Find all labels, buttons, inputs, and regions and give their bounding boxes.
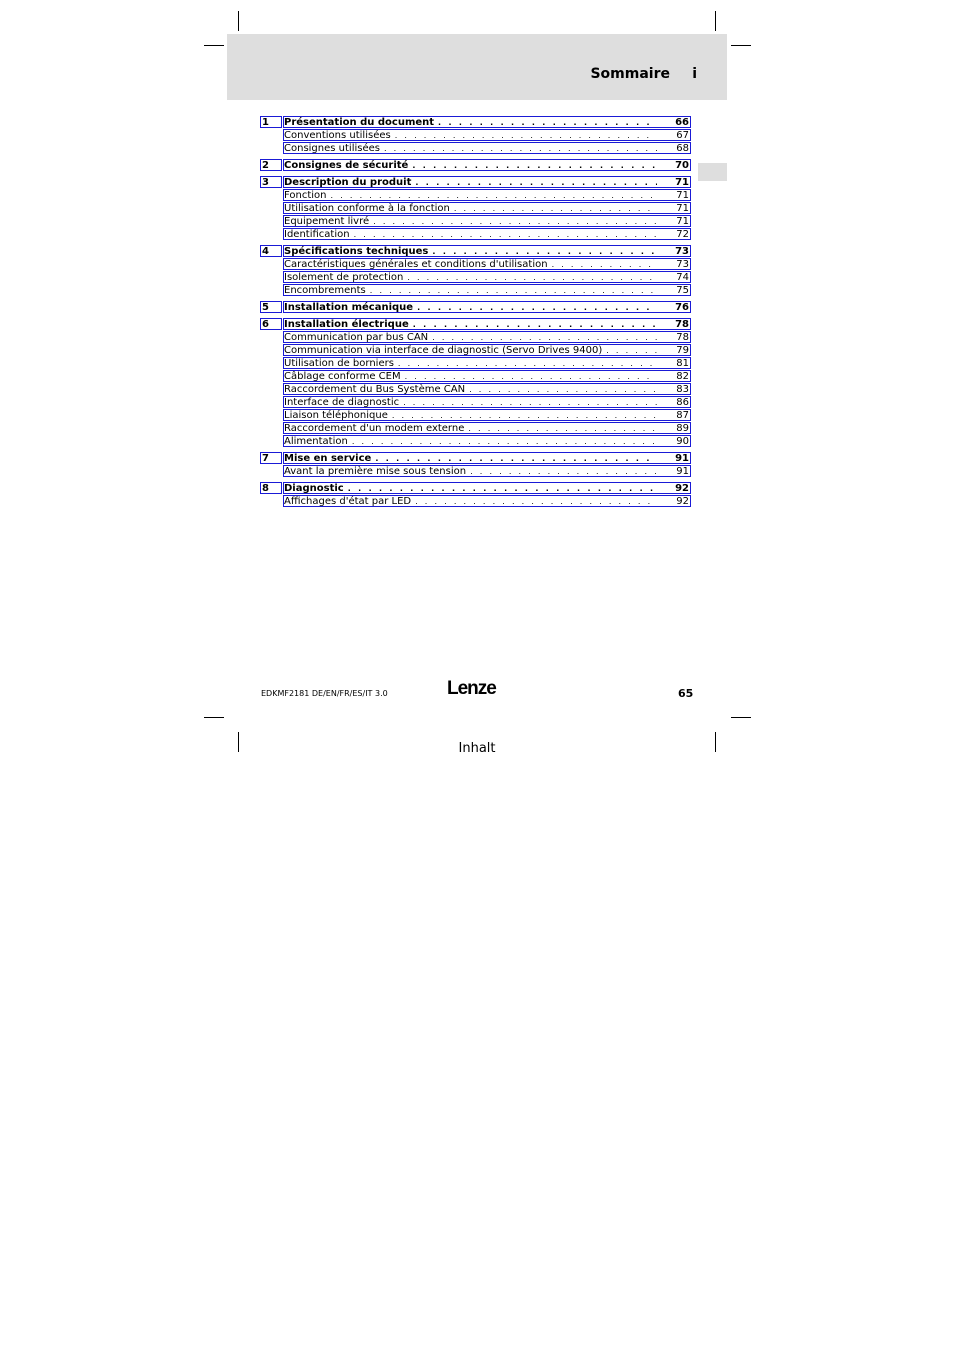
toc-chapter-number-link[interactable]: 6: [260, 318, 282, 330]
toc-entry-link[interactable]: [283, 202, 691, 214]
toc-section-row: [260, 215, 691, 228]
toc-entry-page: 91: [675, 452, 689, 464]
toc-entry-title: Alimentation: [284, 435, 348, 447]
toc-entry-title: Identification: [284, 228, 350, 240]
toc-entry-title: Mise en service: [284, 452, 372, 464]
toc-chapter-number-link[interactable]: 7: [260, 452, 282, 464]
toc-entry-title: Présentation du document: [284, 116, 435, 128]
toc-section-row: [260, 370, 691, 383]
toc-entry-link[interactable]: [283, 215, 691, 227]
toc-entry-title: Avant la première mise sous tension: [284, 465, 467, 477]
toc-entry-title: Description du produit: [284, 176, 412, 188]
toc-leader-dots: [468, 423, 657, 434]
toc-leader-dots: [415, 496, 657, 507]
toc-chapter-row: [260, 482, 691, 495]
toc-leader-dots: [370, 285, 657, 296]
toc-entry-page: 66: [675, 116, 689, 128]
toc-entry-page: 75: [676, 284, 689, 296]
crop-mark: [715, 11, 716, 31]
toc-section-row: [260, 495, 691, 508]
toc-entry-link[interactable]: [283, 159, 691, 171]
toc-chapter-number-link[interactable]: 8: [260, 482, 282, 494]
toc-chapter-row: [260, 301, 691, 314]
toc-leader-dots: [405, 371, 657, 382]
crop-mark: [204, 45, 224, 46]
toc-entry-page: 86: [676, 396, 689, 408]
toc-entry-title: Liaison téléphonique: [284, 409, 388, 421]
crop-mark: [204, 717, 224, 718]
toc-entry-page: 92: [675, 482, 689, 494]
toc-entry-page: 73: [676, 258, 689, 270]
toc-section-row: [260, 465, 691, 478]
toc-entry-link[interactable]: [283, 284, 691, 296]
toc-chapter-number-link[interactable]: 2: [260, 159, 282, 171]
toc-entry-page: 71: [676, 215, 689, 227]
toc-entry-title: Fonction: [284, 189, 327, 201]
toc-entry-page: 81: [676, 357, 689, 369]
toc-chapter-number-link[interactable]: 1: [260, 116, 282, 128]
toc-entry-page: 89: [676, 422, 689, 434]
toc-entry-title: Equipement livré: [284, 215, 370, 227]
toc-entry-link[interactable]: [283, 258, 691, 270]
toc-leader-dots: [470, 466, 657, 477]
toc-entry-link[interactable]: [283, 331, 691, 343]
toc-entry-title: Raccordement d'un modem externe: [284, 422, 465, 434]
toc-entry-link[interactable]: [283, 383, 691, 395]
toc-leader-dots: [352, 436, 657, 447]
toc-chapter-number-link[interactable]: 3: [260, 176, 282, 188]
toc-leader-dots: [454, 203, 657, 214]
toc-entry-page: 90: [676, 435, 689, 447]
toc-leader-dots: [354, 229, 657, 240]
toc-leader-dots: [415, 177, 657, 188]
toc-entry-title: Caractéristiques générales et conditions d'utilisation: [284, 258, 548, 270]
toc-leader-dots: [331, 190, 657, 201]
toc-entry-page: 82: [676, 370, 689, 382]
toc-section-row: [260, 422, 691, 435]
toc-entry-page: 71: [676, 189, 689, 201]
lenze-logo: Lenze: [447, 678, 496, 699]
toc-leader-dots: [407, 272, 657, 283]
toc-leader-dots: [373, 216, 657, 227]
toc-entry-page: 79: [676, 344, 689, 356]
toc-chapter-row: [260, 159, 691, 172]
toc-section-row: [260, 435, 691, 448]
crop-mark: [731, 45, 751, 46]
toc-leader-dots: [403, 397, 657, 408]
page-caption: Inhalt: [458, 741, 496, 756]
toc-leader-dots: [398, 358, 657, 369]
toc-entry-link[interactable]: [283, 465, 691, 477]
toc-section-row: [260, 142, 691, 155]
toc-entry-page: 72: [676, 228, 689, 240]
toc-entry-title: Consignes utilisées: [284, 142, 380, 154]
toc-entry-link[interactable]: [283, 370, 691, 382]
toc-entry-page: 87: [676, 409, 689, 421]
toc-entry-page: 91: [676, 465, 689, 477]
toc-leader-dots: [417, 302, 657, 313]
toc-entry-link[interactable]: [283, 495, 691, 507]
toc-section-row: [260, 228, 691, 241]
toc-section-row: [260, 396, 691, 409]
toc-chapter-row: [260, 452, 691, 465]
toc-leader-dots: [413, 319, 657, 330]
table-of-contents: [260, 116, 691, 508]
toc-leader-dots: [384, 143, 657, 154]
toc-leader-dots: [432, 332, 657, 343]
toc-entry-page: 78: [675, 318, 689, 330]
toc-entry-page: 71: [676, 202, 689, 214]
toc-entry-page: 83: [676, 383, 689, 395]
toc-entry-link[interactable]: [283, 409, 691, 421]
toc-entry-link[interactable]: [283, 482, 691, 494]
toc-entry-page: 70: [675, 159, 689, 171]
toc-leader-dots: [348, 483, 657, 494]
toc-section-row: [260, 271, 691, 284]
toc-leader-dots: [412, 160, 657, 171]
toc-entry-link[interactable]: [283, 116, 691, 128]
toc-chapter-row: [260, 245, 691, 258]
toc-entry-page: 73: [675, 245, 689, 257]
toc-leader-dots: [606, 345, 657, 356]
toc-section-row: [260, 258, 691, 271]
toc-entry-page: 92: [676, 495, 689, 507]
toc-section-row: [260, 129, 691, 142]
toc-entry-title: Câblage conforme CEM: [284, 370, 401, 382]
chapter-tab-marker: [698, 163, 727, 181]
toc-entry-title: Spécifications techniques: [284, 245, 429, 257]
toc-entry-title: Utilisation conforme à la fonction: [284, 202, 450, 214]
toc-section-row: [260, 202, 691, 215]
toc-leader-dots: [432, 246, 657, 257]
toc-entry-title: Installation électrique: [284, 318, 409, 330]
toc-chapter-row: [260, 318, 691, 331]
toc-entry-link[interactable]: [283, 245, 691, 257]
toc-entry-title: Isolement de protection: [284, 271, 404, 283]
toc-entry-link[interactable]: [283, 422, 691, 434]
toc-entry-title: Consignes de sécurité: [284, 159, 409, 171]
toc-entry-page: 71: [675, 176, 689, 188]
toc-chapter-number-link[interactable]: 5: [260, 301, 282, 313]
toc-leader-dots: [438, 117, 657, 128]
toc-entry-link[interactable]: [283, 301, 691, 313]
toc-entry-link[interactable]: [283, 396, 691, 408]
toc-entry-page: 68: [676, 142, 689, 154]
toc-entry-title: Affichages d'état par LED: [284, 495, 412, 507]
toc-chapter-row: [260, 116, 691, 129]
crop-mark: [238, 11, 239, 31]
toc-entry-title: Installation mécanique: [284, 301, 414, 313]
toc-entry-link[interactable]: [283, 129, 691, 141]
toc-entry-link[interactable]: [283, 142, 691, 154]
toc-entry-title: Encombrements: [284, 284, 366, 296]
document-code: EDKMF2181 DE/EN/FR/ES/IT 3.0: [261, 689, 388, 698]
toc-section-row: [260, 331, 691, 344]
toc-entry-link[interactable]: [283, 357, 691, 369]
toc-entry-page: 76: [675, 301, 689, 313]
toc-entry-link[interactable]: [283, 435, 691, 447]
toc-section-row: [260, 357, 691, 370]
toc-section-row: [260, 344, 691, 357]
toc-entry-title: Conventions utilisées: [284, 129, 391, 141]
page-title: Sommaire: [590, 66, 670, 82]
page-header: [227, 34, 727, 100]
toc-entry-title: Interface de diagnostic: [284, 396, 400, 408]
toc-entry-link[interactable]: [283, 271, 691, 283]
toc-entry-title: Utilisation de borniers: [284, 357, 394, 369]
toc-leader-dots: [392, 410, 657, 421]
toc-entry-link[interactable]: [283, 452, 691, 464]
crop-mark: [731, 717, 751, 718]
toc-entry-title: Diagnostic: [284, 482, 344, 494]
toc-section-row: [260, 383, 691, 396]
toc-entry-page: 67: [676, 129, 689, 141]
toc-section-row: [260, 409, 691, 422]
toc-entry-link[interactable]: [283, 318, 691, 330]
toc-leader-dots: [552, 259, 657, 270]
toc-entry-title: Communication via interface de diagnostic (Servo Drives 9400): [284, 344, 603, 356]
toc-entry-link[interactable]: [283, 189, 691, 201]
toc-leader-dots: [395, 130, 657, 141]
toc-entry-link[interactable]: [283, 344, 691, 356]
toc-entry-page: 78: [676, 331, 689, 343]
toc-section-row: [260, 189, 691, 202]
page-number: 65: [678, 687, 694, 700]
toc-leader-dots: [375, 453, 657, 464]
toc-chapter-number-link[interactable]: 4: [260, 245, 282, 257]
toc-entry-link[interactable]: [283, 228, 691, 240]
info-icon: i: [692, 66, 697, 82]
toc-leader-dots: [469, 384, 657, 395]
toc-entry-page: 74: [676, 271, 689, 283]
toc-entry-link[interactable]: [283, 176, 691, 188]
toc-entry-title: Communication par bus CAN: [284, 331, 429, 343]
toc-chapter-row: [260, 176, 691, 189]
toc-section-row: [260, 284, 691, 297]
toc-entry-title: Raccordement du Bus Système CAN: [284, 383, 466, 395]
